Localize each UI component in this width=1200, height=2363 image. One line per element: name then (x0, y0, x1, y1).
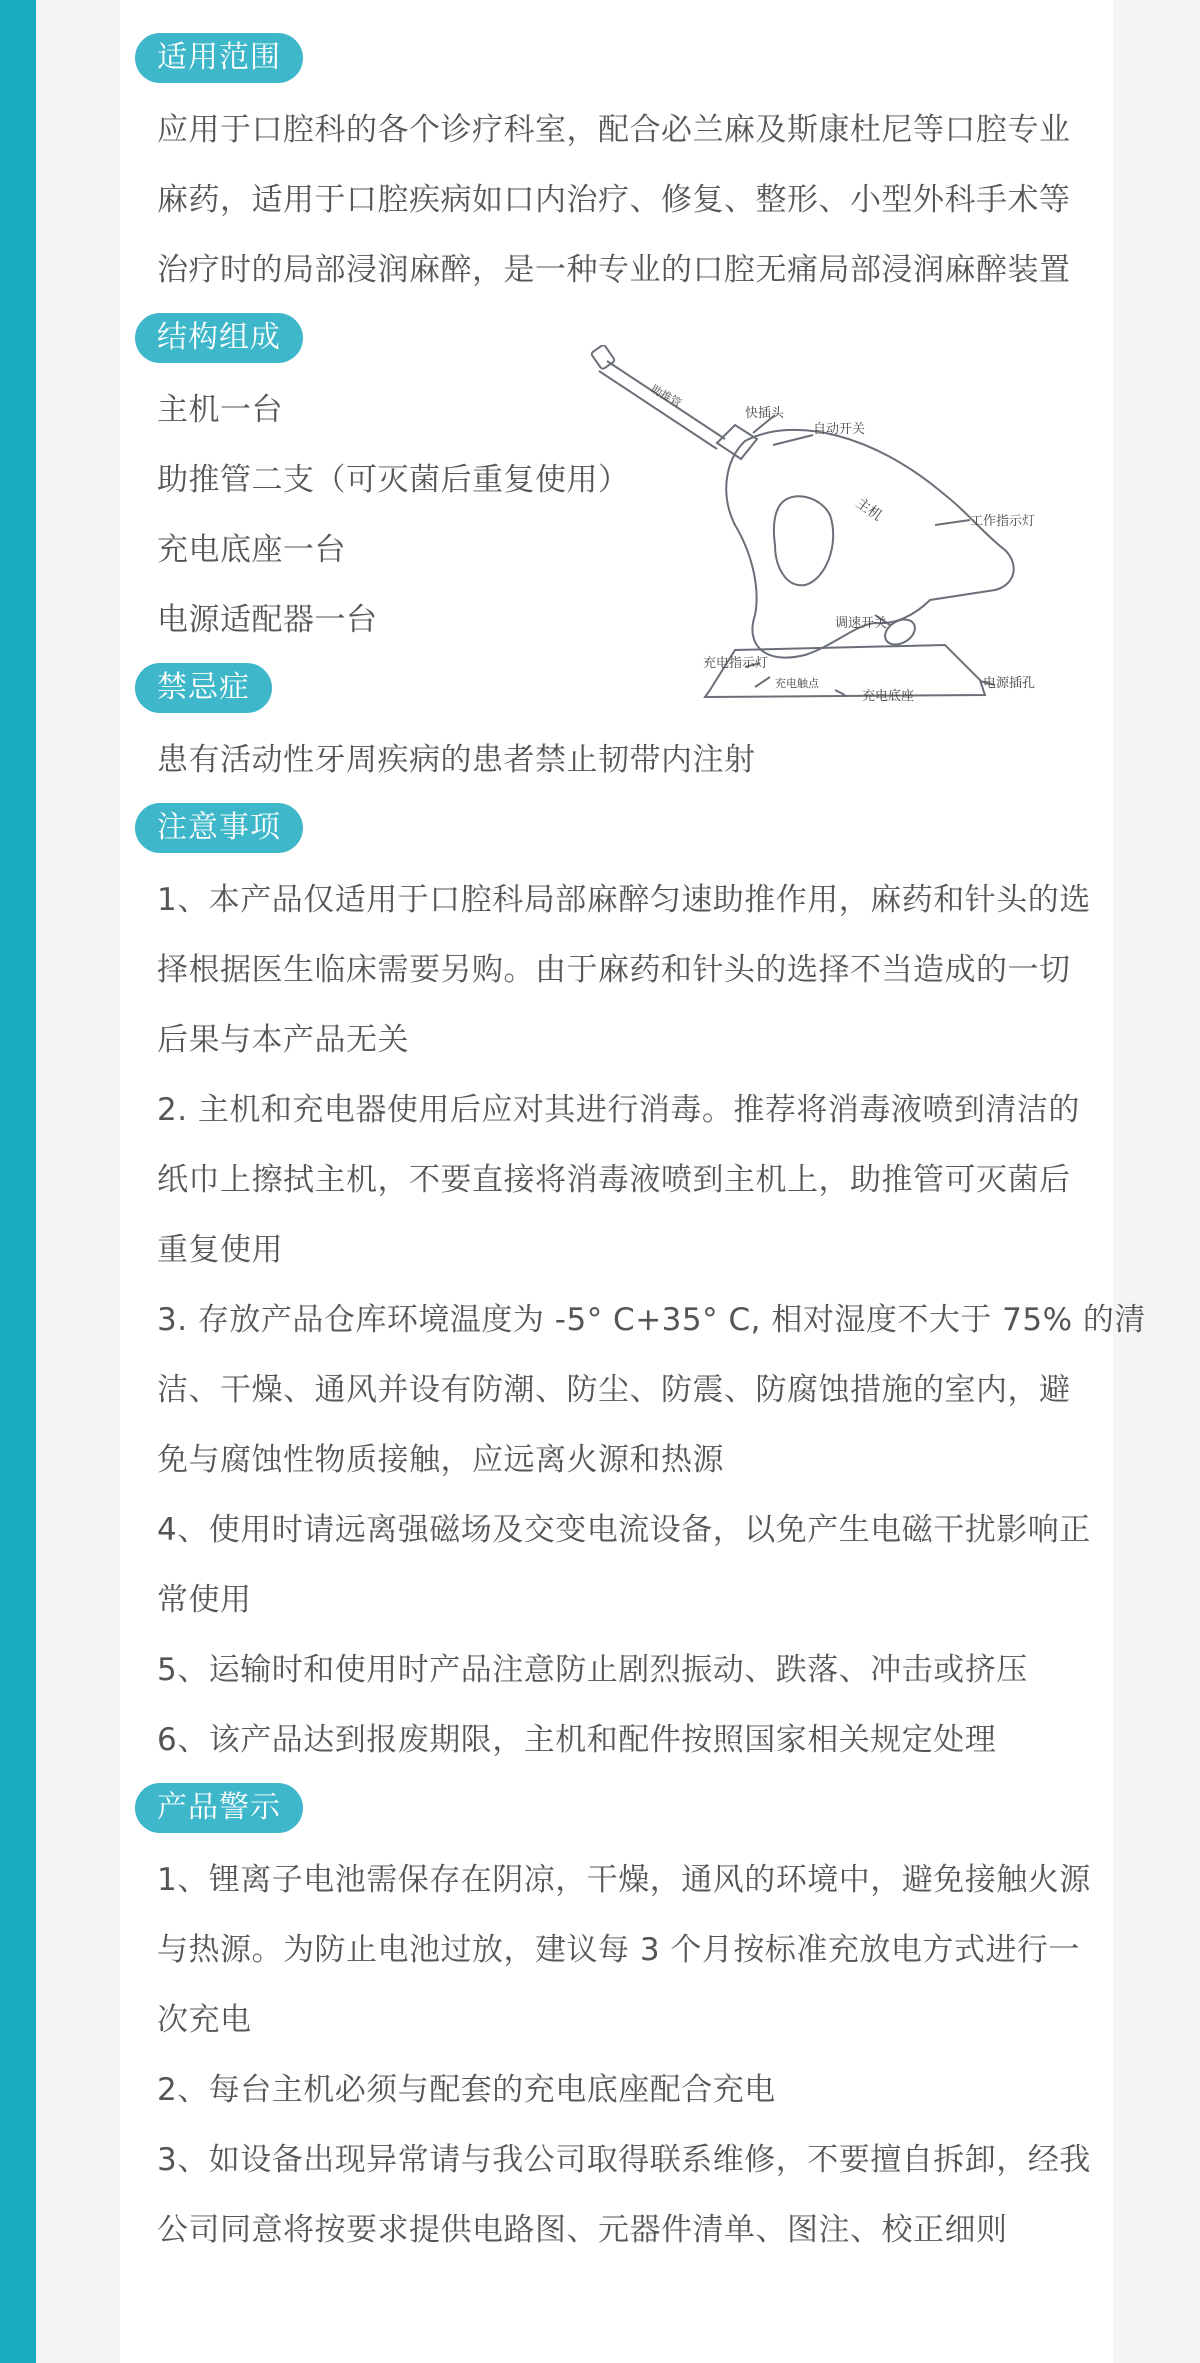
label-auto-switch: 自动开关 (813, 422, 866, 437)
text-line: 纸巾上擦拭主机，不要直接将消毒液喷到主机上，助推管可灭菌后 (157, 1162, 1071, 1198)
label-charge-contact: 充电触点 (775, 677, 819, 690)
label-push-tube: 助推管 (648, 382, 684, 411)
text-line: 3、如设备出现异常请与我公司取得联系维修，不要擅自拆卸，经我 (157, 2142, 1091, 2178)
structure-list (157, 375, 630, 655)
section-title-contraindication: 禁忌症 (135, 663, 272, 713)
scope-text (157, 95, 1112, 305)
text-line: 与热源。为防止电池过放，建议每 3 个月按标准充放电方式进行一 (157, 1932, 1080, 1968)
text-line: 5、运输时和使用时产品注意防止剧烈振动、跌落、冲击或挤压 (157, 1652, 1028, 1688)
charge-base-shape (705, 645, 985, 697)
text-line: 应用于口腔科的各个诊疗科室，配合必兰麻及斯康杜尼等口腔专业 (157, 112, 1071, 148)
label-charge-base: 充电底座 (862, 689, 915, 704)
warnings-text (157, 1845, 1112, 2265)
text-line: 麻药，适用于口腔疾病如口内治疗、修复、整形、小型外科手术等 (157, 182, 1071, 218)
grip-hole-shape (774, 496, 833, 585)
label-work-light: 工作指示灯 (970, 514, 1036, 529)
label-power-jack: 电源插孔 (983, 676, 1036, 691)
label-charge-light: 充电指示灯 (703, 656, 769, 671)
text-line: 2. 主机和充电器使用后应对其进行消毒。推荐将消毒液喷到清洁的 (157, 1092, 1080, 1128)
text-line: 3. 存放产品仓库环境温度为 -5° C+35° C, 相对湿度不大于 75% 的清 (157, 1302, 1146, 1338)
text-line: 重复使用 (157, 1232, 283, 1268)
list-item: 助推管二支（可灭菌后重复使用） (157, 462, 630, 498)
text-line: 公司同意将按要求提供电路图、元器件清单、图注、校正细则 (157, 2212, 1008, 2248)
label-speed-switch: 调速开关 (835, 616, 888, 631)
notes-text (157, 865, 1146, 1775)
list-item: 主机一台 (157, 392, 283, 428)
text-line: 常使用 (157, 1582, 252, 1618)
section-title-warnings: 产品警示 (135, 1783, 303, 1833)
text-line: 4、使用时请远离强磁场及交变电流设备，以免产生电磁干扰影响正 (157, 1512, 1091, 1548)
text-line: 1、本产品仅适用于口腔科局部麻醉匀速助推作用，麻药和针头的选 (157, 882, 1091, 918)
leader-lines (745, 415, 995, 695)
text-line: 次充电 (157, 2002, 252, 2038)
text-line: 2、每台主机必须与配套的充电底座配合充电 (157, 2072, 776, 2108)
text-line: 患有活动性牙周疾病的患者禁止韧带内注射 (157, 742, 756, 778)
left-accent-bar (0, 0, 36, 2363)
list-item: 电源适配器一台 (157, 602, 378, 638)
text-line: 6、该产品达到报废期限，主机和配件按照国家相关规定处理 (157, 1722, 997, 1758)
quick-plug-shape (717, 425, 757, 459)
label-main-unit: 主机 (852, 495, 885, 525)
text-line: 治疗时的局部浸润麻醉，是一种专业的口腔无痛局部浸润麻醉装置 (157, 252, 1071, 288)
text-line: 择根据医生临床需要另购。由于麻药和针头的选择不当造成的一切 (157, 952, 1071, 988)
text-line: 后果与本产品无关 (157, 1022, 409, 1058)
section-title-structure: 结构组成 (135, 313, 303, 363)
text-line: 免与腐蚀性物质接触，应远离火源和热源 (157, 1442, 724, 1478)
label-quick-plug: 快插头 (745, 406, 785, 421)
contraindication-text (157, 725, 1112, 795)
section-title-notes: 注意事项 (135, 803, 303, 853)
tube-tip (591, 345, 616, 370)
push-tube-shape (599, 361, 725, 449)
section-title-scope: 适用范围 (135, 33, 303, 83)
list-item: 充电底座一台 (157, 532, 346, 568)
text-line: 洁、干燥、通风并设有防潮、防尘、防震、防腐蚀措施的室内，避 (157, 1372, 1071, 1408)
text-line: 1、锂离子电池需保存在阴凉，干燥，通风的环境中，避免接触火源 (157, 1862, 1091, 1898)
device-structure-diagram (585, 345, 1055, 715)
